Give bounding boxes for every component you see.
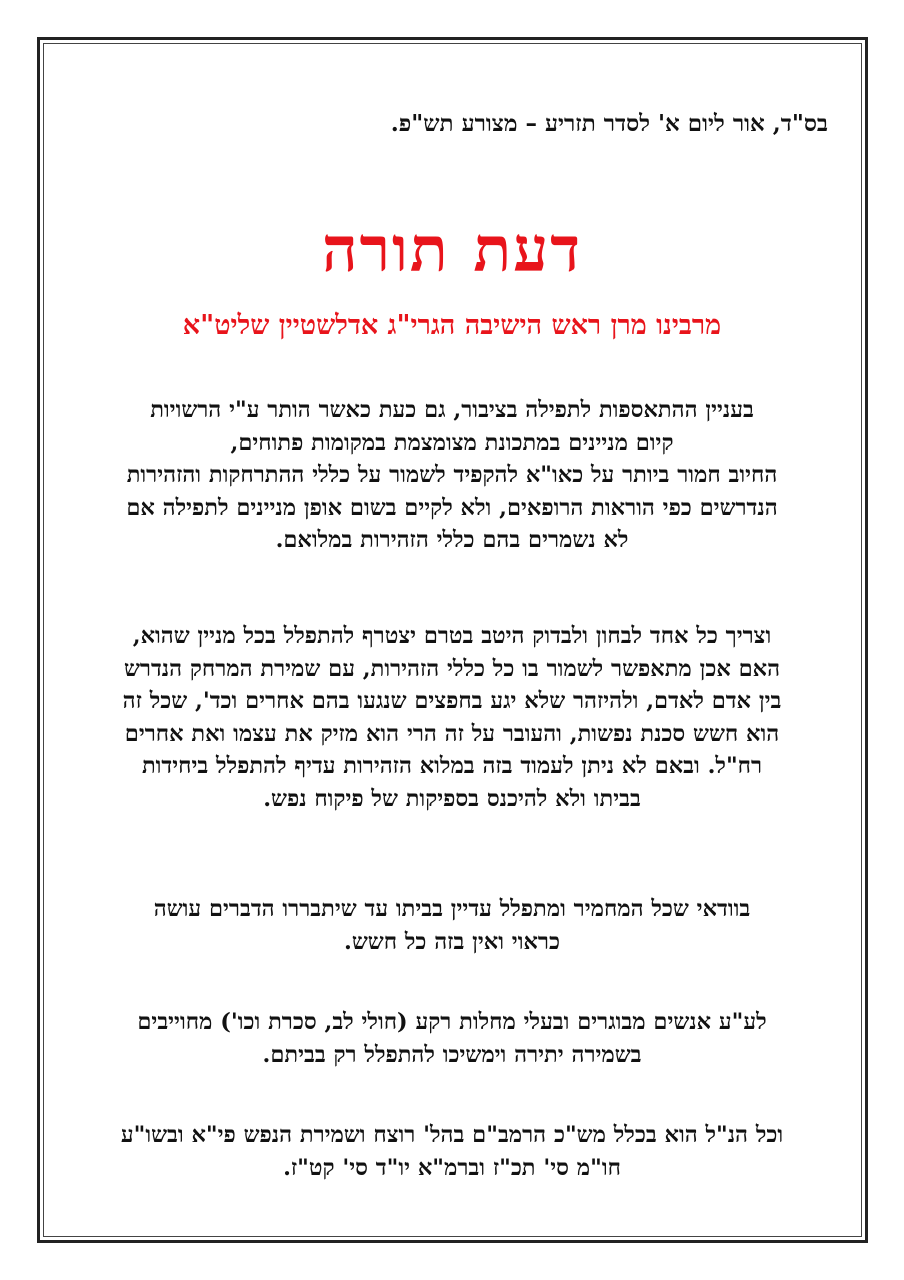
paragraph-3 [58, 893, 846, 958]
paragraph-line: הנדרשים כפי הוראות הרופאים, ולא לקיים בשום אופן מניינים לתפילה אם [126, 494, 778, 521]
document-title: דעת תורה [321, 213, 583, 286]
paragraph-line: לא נשמרים בהם כללי הזהירות במלואם. [275, 527, 629, 553]
paragraph-line: בביתו ולא להיכנס בספיקות של פיקוח נפש. [263, 785, 641, 812]
paragraph-line: האם אכן מתאפשר לשמור בו כל כללי הזהירות, עם שמירת המרחק הנדרש [123, 655, 781, 682]
document-page [48, 48, 856, 1232]
paragraph-line: בשמירה יתירה וימשיכו להתפלל רק בביתם. [262, 1041, 642, 1068]
paragraph-line: חו"מ סי' תכ"ז וברמ"א יו"ד סי' קט"ז. [283, 1154, 621, 1181]
paragraph-line: בוודאי שכל המחמיר ומתפלל עדיין בביתו עד שיתבררו הדברים עושה [153, 896, 751, 922]
paragraph-line: כראוי ואין בזה כל חשש. [344, 928, 560, 955]
paragraph-4 [58, 1006, 846, 1071]
date-header: בס"ד, אור ליום א' לסדר תזריע – מצורע תש"פ. [390, 110, 828, 137]
paragraph-line: קיום מניינים במתכונת מצומצמת במקומות פתוחים, [230, 429, 674, 456]
paragraph-line: לע"ע אנשים מבוגרים ובעלי מחלות רקע (חולי לב, סכרת וכו') מחוייבים [137, 1009, 767, 1035]
paragraph-line: החיוב חמור ביותר על כאו"א להקפיד לשמור על כללי ההתרחקות והזהירות [126, 462, 778, 488]
paragraph-2 [58, 620, 846, 815]
paragraph-line: וצריך כל אחד לבחון ולבדוק היטב בטרם יצטרף להתפלל בכל מניין שהוא, [132, 623, 772, 649]
paragraph-1 [58, 394, 846, 557]
paragraph-line: בעניין ההתאספות לתפילה בציבור, גם כעת כאשר הותר ע"י הרשויות [150, 397, 754, 423]
paragraph-5 [58, 1119, 846, 1184]
paragraph-line: בין אדם לאדם, ולהיזהר שלא יגע בחפצים שנגעו בהם אחרים וכד', שכל זה [122, 688, 782, 714]
paragraph-line: וכל הנ"ל הוא בכלל מש"כ הרמב"ם בהל' רוצח ושמירת הנפש פי"א ובשו"ע [120, 1122, 784, 1148]
paragraph-line: הוא חשש סכנת נפשות, והעובר על זה הרי הוא מזיק את עצמו ואת אחרים [124, 720, 780, 747]
paragraph-line: רח"ל. ובאם לא ניתן לעמוד בזה במלוא הזהירות עדיף להתפלל ביחידות [141, 753, 763, 779]
document-subtitle: מרבינו מרן ראש הישיבה הגרי"ג אדלשטיין שליט"א [182, 310, 722, 341]
